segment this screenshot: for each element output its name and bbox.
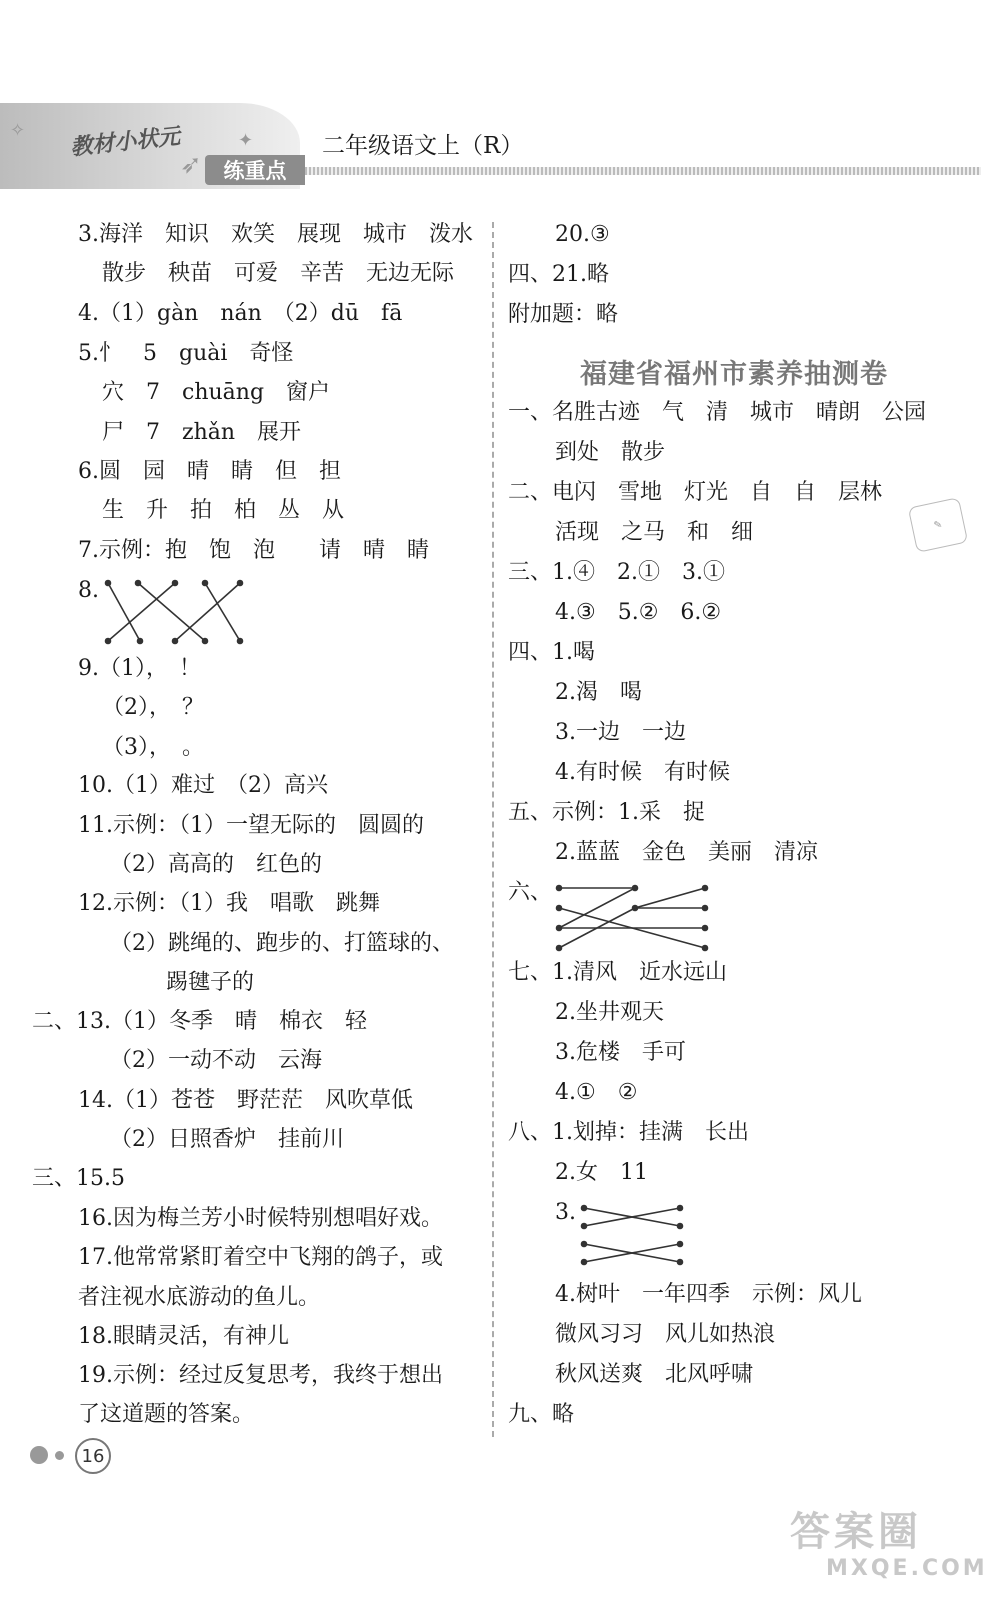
answer-line: （3）， 。 xyxy=(102,735,204,760)
answer-line: 8. xyxy=(78,578,99,603)
answer-line: 11.示例：（1）一望无际的 圆圆的 xyxy=(78,813,424,838)
answer-line: 五、示例：1.采 捉 xyxy=(508,800,705,825)
answer-line: 17.他常常紧盯着空中飞翔的鸽子，或 xyxy=(78,1245,443,1270)
answer-line: 微风习习 风儿如热浪 xyxy=(555,1322,776,1347)
answer-line: 16.因为梅兰芳小时候特别想唱好戏。 xyxy=(78,1206,443,1231)
answer-line: 20.③ xyxy=(555,222,610,247)
answer-line: 2.坐井观天 xyxy=(555,1000,664,1025)
answer-line: 10.（1）难过 （2）高兴 xyxy=(78,773,328,798)
section-badge: 练重点 xyxy=(205,155,305,185)
answer-line: 三、15.5 xyxy=(32,1166,125,1191)
page-number: 16 xyxy=(75,1438,111,1474)
answer-line: 12.示例：（1）我 唱歌 跳舞 xyxy=(78,891,380,916)
matching-lines-q8 xyxy=(100,578,250,648)
answer-line: （2）高高的 红色的 xyxy=(110,852,322,877)
answer-line: 者注视水底游动的鱼儿。 xyxy=(78,1285,321,1310)
answer-line: 14.（1）苍苍 野茫茫 风吹草低 xyxy=(78,1088,413,1113)
answer-line: （2）跳绳的、跑步的、打篮球的、 xyxy=(110,931,454,956)
answer-line: 六、 xyxy=(508,880,553,905)
answer-line: 4.有时候 有时候 xyxy=(555,760,730,785)
answer-line: 四、1.喝 xyxy=(508,640,595,665)
matching-lines-q8-3 xyxy=(580,1200,690,1270)
watermark xyxy=(790,1500,988,1581)
dot-decoration xyxy=(30,1446,48,1464)
answer-line: 2.蓝蓝 金色 美丽 清凉 xyxy=(555,840,818,865)
book-subject: 二年级语文上（R） xyxy=(322,133,524,159)
answer-line: 到处 散步 xyxy=(555,440,666,465)
rocket-icon: ➶ xyxy=(180,150,202,180)
answer-line: 2.女 11 xyxy=(555,1160,648,1185)
answer-line: 活现 之马 和 细 xyxy=(555,520,754,545)
answer-line: 4.③ 5.② 6.② xyxy=(555,600,722,625)
answer-line: 4.① ② xyxy=(555,1080,638,1105)
answer-line: （2）日照香炉 挂前川 xyxy=(110,1127,344,1152)
answer-line: 三、1.④ 2.① 3.① xyxy=(508,560,725,585)
answer-line: 6.圆 园 晴 睛 但 担 xyxy=(78,459,341,484)
dot-decoration xyxy=(55,1451,64,1460)
answer-line: 生 升 拍 柏 丛 从 xyxy=(102,498,345,523)
answer-line: 了这道题的答案。 xyxy=(78,1402,255,1427)
answer-line: 4.树叶 一年四季 示例：风儿 xyxy=(555,1282,862,1307)
answer-line: 附加题：略 xyxy=(508,302,619,327)
watermark-url: MXQE.COM xyxy=(826,1556,988,1581)
answer-line: 5.忄 5 guài 奇怪 xyxy=(78,341,294,366)
star-icon: ✦ xyxy=(238,130,254,151)
answer-line: 秋风送爽 北风呼啸 xyxy=(555,1362,754,1387)
answer-line: 3. xyxy=(555,1200,576,1225)
section-title: 福建省福州市素养抽测卷 xyxy=(580,359,888,390)
answer-line: 散步 秧苗 可爱 辛苦 无边无际 xyxy=(102,261,455,286)
answer-line: 九、略 xyxy=(508,1402,575,1427)
header-rule xyxy=(305,167,981,175)
page-header xyxy=(0,95,996,190)
answer-line: 二、电闪 雪地 灯光 自 自 层林 xyxy=(508,480,883,505)
answer-line: 19.示例：经过反复思考，我终于想出 xyxy=(78,1363,443,1388)
answer-line: 2.渴 喝 xyxy=(555,680,642,705)
answer-line: 踢毽子的 xyxy=(166,970,255,995)
answer-line: 3.危楼 手可 xyxy=(555,1040,686,1065)
answer-line: 3.海洋 知识 欢笑 展现 城市 泼水 xyxy=(78,222,473,247)
column-divider xyxy=(492,222,494,1437)
answer-line: （2）一动不动 云海 xyxy=(110,1048,322,1073)
top-margin xyxy=(0,0,996,95)
stamp-icon: ✎ xyxy=(908,497,968,553)
answer-line: 尸 7 zhǎn 展开 xyxy=(102,420,302,445)
answer-line: 9.（1）， ！ xyxy=(78,656,201,681)
matching-lines-q6 xyxy=(555,884,715,954)
answer-line: 八、1.划掉：挂满 长出 xyxy=(508,1120,749,1145)
answer-line: 4.（1）gàn nán （2）dū fā xyxy=(78,301,403,326)
answer-line: 3.一边 一边 xyxy=(555,720,686,745)
answer-line: 四、21.略 xyxy=(508,262,609,287)
answer-line: 二、13.（1）冬季 晴 棉衣 轻 xyxy=(32,1009,367,1034)
answer-line: 七、1.清风 近水远山 xyxy=(508,960,727,985)
watermark-text: 答案圈 xyxy=(790,1509,922,1555)
answer-line: 穴 7 chuāng 窗户 xyxy=(102,380,331,405)
star-icon: ✧ xyxy=(10,120,26,141)
answer-line: 7.示例：抱 饱 泡 请 晴 睛 xyxy=(78,538,429,563)
answer-line: （2）， ？ xyxy=(102,695,204,720)
answer-line: 18.眼睛灵活，有神儿 xyxy=(78,1324,289,1349)
series-logo: 教材小状元 xyxy=(69,123,182,161)
answer-line: 一、名胜古迹 气 清 城市 晴朗 公园 xyxy=(508,400,927,425)
